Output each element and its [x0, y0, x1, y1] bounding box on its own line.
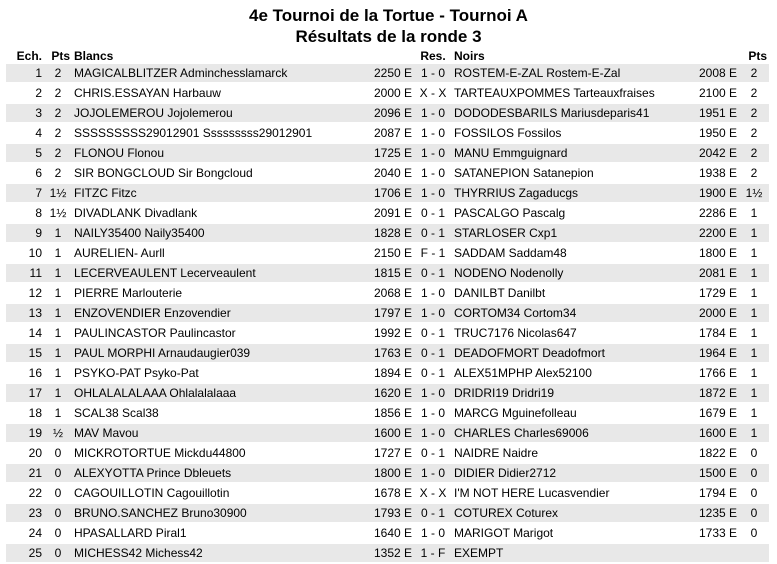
result: 1 - 0 — [414, 403, 452, 423]
black-points: 0 — [739, 503, 769, 523]
black-player: NODENO Nodenolly — [452, 263, 697, 283]
white-rating: 1992 E — [372, 323, 414, 343]
black-points: 1 — [739, 363, 769, 383]
table-row — [6, 243, 769, 263]
white-rating: 2087 E — [372, 123, 414, 143]
white-player: CAGOUILLOTIN Cagouillotin — [72, 483, 372, 503]
black-rating: 1679 E — [697, 403, 739, 423]
black-player: EXEMPT — [452, 543, 697, 563]
result: 1 - 0 — [414, 303, 452, 323]
white-rating: 1640 E — [372, 523, 414, 543]
black-points: 1 — [739, 383, 769, 403]
page-title: 4e Tournoi de la Tortue - Tournoi A — [249, 6, 528, 25]
white-player: MICHESS42 Michess42 — [72, 543, 372, 563]
board-number: 20 — [6, 443, 44, 463]
table-row — [6, 143, 769, 163]
table-row — [6, 443, 769, 463]
black-points: 2 — [739, 143, 769, 163]
white-points: 2 — [44, 103, 72, 123]
white-points: 1 — [44, 263, 72, 283]
white-player: SCAL38 Scal38 — [72, 403, 372, 423]
white-points: 1 — [44, 223, 72, 243]
white-points: 1 — [44, 303, 72, 323]
result: 1 - 0 — [414, 183, 452, 203]
result: 1 - 0 — [414, 143, 452, 163]
black-points: 2 — [739, 163, 769, 183]
table-row — [6, 263, 769, 283]
white-player: MAV Mavou — [72, 423, 372, 443]
board-number: 22 — [6, 483, 44, 503]
black-player: MARIGOT Marigot — [452, 523, 697, 543]
white-player: OHLALALALAAA Ohlalalalaaa — [72, 383, 372, 403]
white-points: 0 — [44, 483, 72, 503]
table-row — [6, 203, 769, 223]
board-number: 13 — [6, 303, 44, 323]
table-row — [6, 343, 769, 363]
white-points: 1 — [44, 323, 72, 343]
black-player: TARTEAUXPOMMES Tarteauxfraises — [452, 83, 697, 103]
result: 1 - 0 — [414, 103, 452, 123]
white-player: SIR BONGCLOUD Sir Bongcloud — [72, 163, 372, 183]
white-rating: 2150 E — [372, 243, 414, 263]
white-player: ALEXYOTTA Prince Dbleuets — [72, 463, 372, 483]
white-points: 0 — [44, 523, 72, 543]
board-number: 6 — [6, 163, 44, 183]
white-player: ENZOVENDIER Enzovendier — [72, 303, 372, 323]
white-player: MICKROTORTUE Mickdu44800 — [72, 443, 372, 463]
black-points: 2 — [739, 123, 769, 143]
result: F - 1 — [414, 243, 452, 263]
black-player: CORTOM34 Cortom34 — [452, 303, 697, 323]
result: 1 - 0 — [414, 383, 452, 403]
white-player: HPASALLARD Piral1 — [72, 523, 372, 543]
table-row — [6, 163, 769, 183]
table-row — [6, 283, 769, 303]
white-player: PAULINCASTOR Paulincastor — [72, 323, 372, 343]
black-rating: 1951 E — [697, 103, 739, 123]
white-rating: 1727 E — [372, 443, 414, 463]
black-rating: 1872 E — [697, 383, 739, 403]
white-rating: 1725 E — [372, 143, 414, 163]
table-row — [6, 183, 769, 203]
white-player: BRUNO.SANCHEZ Bruno30900 — [72, 503, 372, 523]
board-number: 16 — [6, 363, 44, 383]
result: 0 - 1 — [414, 223, 452, 243]
result: X - X — [414, 483, 452, 503]
white-points: 1½ — [44, 203, 72, 223]
board-number: 4 — [6, 123, 44, 143]
white-points: 2 — [44, 64, 72, 83]
white-player: MAGICALBLITZER Adminchesslamarck — [72, 64, 372, 83]
table-row — [6, 363, 769, 383]
white-player: JOJOLEMEROU Jojolemerou — [72, 103, 372, 123]
white-rating: 1678 E — [372, 483, 414, 503]
table-row — [6, 323, 769, 343]
black-rating: 1794 E — [697, 483, 739, 503]
black-rating: 1900 E — [697, 183, 739, 203]
table-row — [6, 123, 769, 143]
black-points: 1 — [739, 303, 769, 323]
titles-block — [0, 0, 777, 47]
white-rating: 1793 E — [372, 503, 414, 523]
white-rating: 2091 E — [372, 203, 414, 223]
table-header-row — [6, 47, 769, 64]
board-number: 23 — [6, 503, 44, 523]
black-rating: 1938 E — [697, 163, 739, 183]
white-rating: 2096 E — [372, 103, 414, 123]
result: 0 - 1 — [414, 323, 452, 343]
black-points: 1½ — [739, 183, 769, 203]
white-rating: 1600 E — [372, 423, 414, 443]
black-player: THYRRIUS Zagaducgs — [452, 183, 697, 203]
white-points: 1 — [44, 343, 72, 363]
white-player: FLONOU Flonou — [72, 143, 372, 163]
table-row — [6, 64, 769, 83]
white-points: 1 — [44, 283, 72, 303]
black-player: MANU Emmguignard — [452, 143, 697, 163]
table-row — [6, 543, 769, 563]
board-number: 2 — [6, 83, 44, 103]
white-player: NAILY35400 Naily35400 — [72, 223, 372, 243]
white-player: AURELIEN- Aurll — [72, 243, 372, 263]
table-row — [6, 223, 769, 243]
table-row — [6, 523, 769, 543]
table-row — [6, 103, 769, 123]
black-points: 0 — [739, 443, 769, 463]
white-points: 1 — [44, 363, 72, 383]
white-rating: 1620 E — [372, 383, 414, 403]
board-number: 10 — [6, 243, 44, 263]
result: 1 - 0 — [414, 283, 452, 303]
board-number: 14 — [6, 323, 44, 343]
result: 0 - 1 — [414, 363, 452, 383]
board-number: 1 — [6, 64, 44, 83]
white-player: PAUL MORPHI Arnaudaugier039 — [72, 343, 372, 363]
result: 0 - 1 — [414, 443, 452, 463]
white-rating: 2250 E — [372, 64, 414, 83]
black-points: 2 — [739, 83, 769, 103]
result: 1 - 0 — [414, 64, 452, 83]
black-player: TRUC7176 Nicolas647 — [452, 323, 697, 343]
black-points: 2 — [739, 103, 769, 123]
header-pts: Pts — [51, 48, 70, 63]
black-player: DRIDRI19 Dridri19 — [452, 383, 697, 403]
white-points: 1 — [44, 403, 72, 423]
white-rating: 1800 E — [372, 463, 414, 483]
black-rating: 1766 E — [697, 363, 739, 383]
header-blancs: Blancs — [74, 48, 114, 63]
black-rating: 2100 E — [697, 83, 739, 103]
black-points: 1 — [739, 263, 769, 283]
black-player: DIDIER Didier2712 — [452, 463, 697, 483]
black-player: FOSSILOS Fossilos — [452, 123, 697, 143]
black-points: 0 — [739, 523, 769, 543]
header-pts-black: Pts — [748, 48, 767, 63]
black-points: 1 — [739, 283, 769, 303]
black-player: DEADOFMORT Deadofmort — [452, 343, 697, 363]
black-rating: 1800 E — [697, 243, 739, 263]
black-rating: 1600 E — [697, 423, 739, 443]
header-res: Res. — [420, 48, 446, 63]
result: 1 - 0 — [414, 463, 452, 483]
white-points: 2 — [44, 123, 72, 143]
black-points: 1 — [739, 243, 769, 263]
black-rating: 2286 E — [697, 203, 739, 223]
result: 0 - 1 — [414, 203, 452, 223]
result: X - X — [414, 83, 452, 103]
black-rating: 2000 E — [697, 303, 739, 323]
black-player: MARCG Mguinefolleau — [452, 403, 697, 423]
black-points: 2 — [739, 64, 769, 83]
black-rating: 1822 E — [697, 443, 739, 463]
table-row — [6, 483, 769, 503]
white-points: 2 — [44, 163, 72, 183]
black-points: 1 — [739, 223, 769, 243]
black-rating: 2042 E — [697, 143, 739, 163]
board-number: 24 — [6, 523, 44, 543]
header-ech: Ech. — [16, 48, 42, 63]
table-row — [6, 463, 769, 483]
board-number: 9 — [6, 223, 44, 243]
board-number: 17 — [6, 383, 44, 403]
white-points: 0 — [44, 543, 72, 563]
header-noirs: Noirs — [454, 48, 485, 63]
black-player: STARLOSER Cxp1 — [452, 223, 697, 243]
black-player: CHARLES Charles69006 — [452, 423, 697, 443]
black-points: 1 — [739, 403, 769, 423]
table-row — [6, 403, 769, 423]
white-rating: 2068 E — [372, 283, 414, 303]
black-rating: 1729 E — [697, 283, 739, 303]
white-rating: 1706 E — [372, 183, 414, 203]
black-rating: 1784 E — [697, 323, 739, 343]
white-rating: 2040 E — [372, 163, 414, 183]
result: 1 - 0 — [414, 123, 452, 143]
black-player: DODODESBARILS Mariusdeparis41 — [452, 103, 697, 123]
result: 1 - 0 — [414, 523, 452, 543]
white-player: SSSSSSSSS29012901 Sssssssss29012901 — [72, 123, 372, 143]
result: 1 - 0 — [414, 423, 452, 443]
white-rating: 2000 E — [372, 83, 414, 103]
black-player: ROSTEM-E-ZAL Rostem-E-Zal — [452, 64, 697, 83]
results-table — [6, 47, 769, 564]
table-row — [6, 423, 769, 443]
black-rating: 2081 E — [697, 263, 739, 283]
white-player: FITZC Fitzc — [72, 183, 372, 203]
white-rating: 1797 E — [372, 303, 414, 323]
black-rating: 2008 E — [697, 64, 739, 83]
result: 0 - 1 — [414, 263, 452, 283]
page-subtitle: Résultats de la ronde 3 — [295, 27, 482, 46]
board-number: 18 — [6, 403, 44, 423]
white-rating: 1856 E — [372, 403, 414, 423]
white-points: 0 — [44, 503, 72, 523]
white-rating: 1828 E — [372, 223, 414, 243]
black-rating: 1733 E — [697, 523, 739, 543]
result: 0 - 1 — [414, 503, 452, 523]
white-points: 1½ — [44, 183, 72, 203]
black-points: 1 — [739, 423, 769, 443]
white-player: PIERRE Marlouterie — [72, 283, 372, 303]
board-number: 5 — [6, 143, 44, 163]
board-number: 3 — [6, 103, 44, 123]
white-player: CHRIS.ESSAYAN Harbauw — [72, 83, 372, 103]
black-rating — [697, 543, 739, 563]
board-number: 15 — [6, 343, 44, 363]
black-player: SATANEPION Satanepion — [452, 163, 697, 183]
black-rating: 2200 E — [697, 223, 739, 243]
black-rating: 1500 E — [697, 463, 739, 483]
black-player: SADDAM Saddam48 — [452, 243, 697, 263]
result: 0 - 1 — [414, 343, 452, 363]
white-player: PSYKO-PAT Psyko-Pat — [72, 363, 372, 383]
black-player: DANILBT Danilbt — [452, 283, 697, 303]
board-number: 21 — [6, 463, 44, 483]
white-player: LECERVEAULENT Lecerveaulent — [72, 263, 372, 283]
white-points: 2 — [44, 143, 72, 163]
white-rating: 1763 E — [372, 343, 414, 363]
white-points: 0 — [44, 443, 72, 463]
black-rating: 1950 E — [697, 123, 739, 143]
black-points: 1 — [739, 203, 769, 223]
black-points: 1 — [739, 323, 769, 343]
table-row — [6, 503, 769, 523]
black-points — [739, 543, 769, 563]
white-rating: 1894 E — [372, 363, 414, 383]
black-player: NAIDRE Naidre — [452, 443, 697, 463]
black-points: 0 — [739, 483, 769, 503]
board-number: 11 — [6, 263, 44, 283]
white-rating: 1352 E — [372, 543, 414, 563]
black-player: PASCALGO Pascalg — [452, 203, 697, 223]
board-number: 7 — [6, 183, 44, 203]
board-number: 8 — [6, 203, 44, 223]
black-points: 0 — [739, 463, 769, 483]
table-row — [6, 303, 769, 323]
white-points: 0 — [44, 463, 72, 483]
table-row — [6, 383, 769, 403]
black-rating: 1235 E — [697, 503, 739, 523]
board-number: 25 — [6, 543, 44, 563]
white-rating: 1815 E — [372, 263, 414, 283]
table-row — [6, 83, 769, 103]
white-points: 2 — [44, 83, 72, 103]
white-points: 1 — [44, 243, 72, 263]
white-points: ½ — [44, 423, 72, 443]
black-player: I'M NOT HERE Lucasvendier — [452, 483, 697, 503]
white-points: 1 — [44, 383, 72, 403]
result: 1 - F — [414, 543, 452, 563]
black-rating: 1964 E — [697, 343, 739, 363]
white-player: DIVADLANK Divadlank — [72, 203, 372, 223]
result: 1 - 0 — [414, 163, 452, 183]
black-points: 1 — [739, 343, 769, 363]
black-player: COTUREX Coturex — [452, 503, 697, 523]
board-number: 19 — [6, 423, 44, 443]
black-player: ALEX51MPHP Alex52100 — [452, 363, 697, 383]
board-number: 12 — [6, 283, 44, 303]
